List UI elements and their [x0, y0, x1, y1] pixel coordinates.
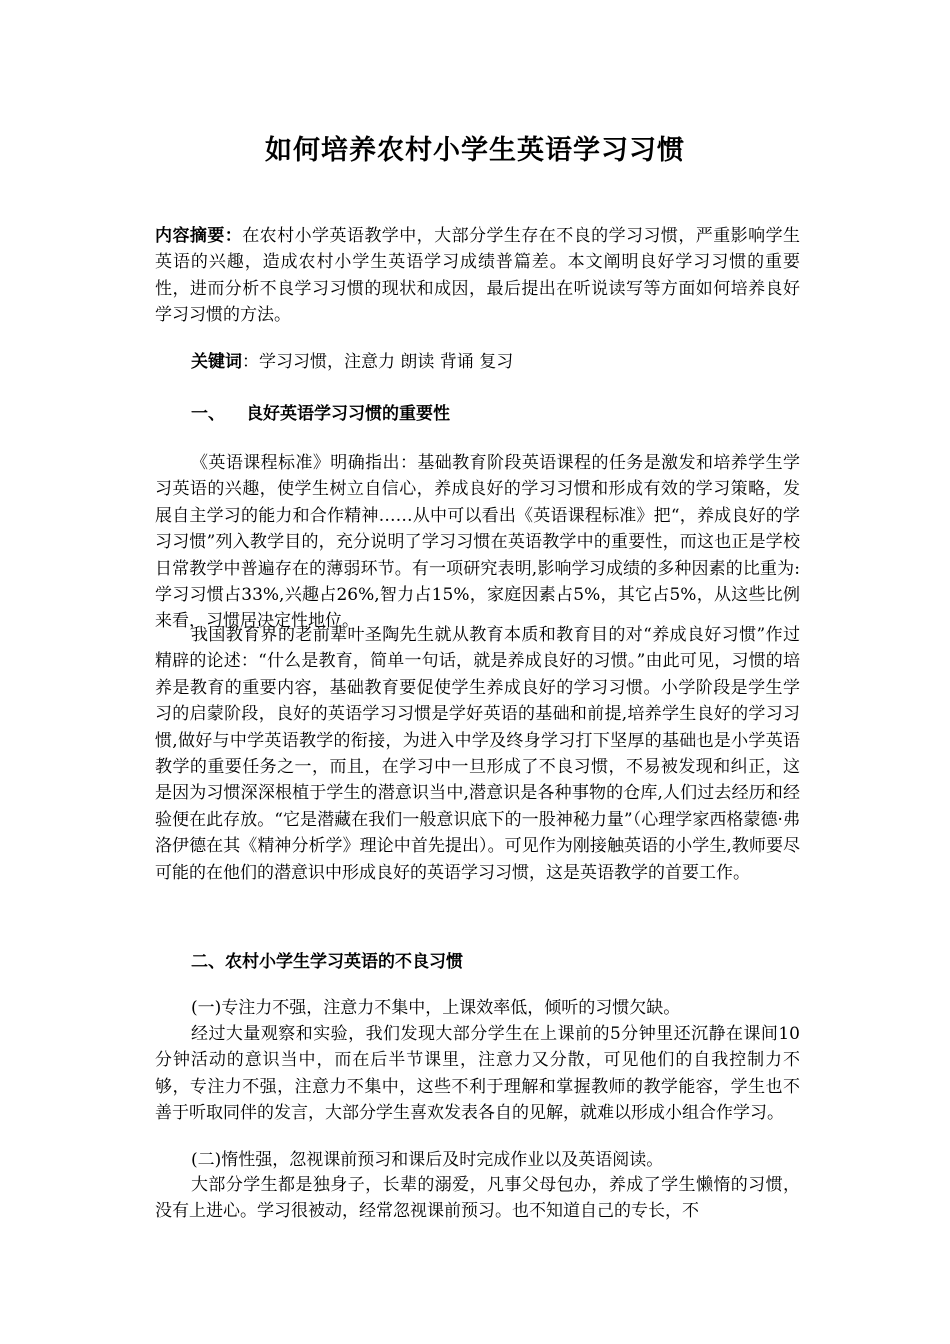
section1-number: 一、 — [191, 404, 225, 424]
abstract-paragraph — [155, 223, 800, 329]
section2-paragraph-3: (二)惰性强，忽视课前预习和课后及时完成作业以及英语阅读。 — [191, 1150, 664, 1170]
abstract-label: 内容摘要： — [155, 226, 243, 246]
keywords-text: ：学习习惯，注意力 朗读 背诵 复习 — [242, 352, 514, 372]
section1-heading — [191, 401, 450, 427]
section1-paragraph-1: 《英语课程标准》明确指出：基础教育阶段英语课程的任务是激发和培养学生学习英语的兴趣，使学生树立自信心，养成良好的学习习惯和形成有效的学习策略，发展自主学习的能力和合作精神……从中可以看出《英语课程标准》把“，养成良好的学习习惯”列入教学目的，充分说明了学习习惯在英语教学中的重要性，而这也正是学校日常教学中普遍存在的薄弱环节。有一项研究表明,影响学习成绩的多种因素的比重为:学习习惯占33%,兴趣占26%,智力占15%，家庭因素占5%，其它占5%，从这些比例来看，习惯居决定性地位。 — [155, 453, 800, 632]
keywords-line — [191, 349, 513, 375]
section2-paragraph-2: 经过大量观察和实验，我们发现大部分学生在上课前的5分钟里还沉静在课间10分钟活动的意识当中，而在后半节课里，注意力又分散，可见他们的自我控制力不够，专注力不强，注意力不集中，这些不利于理解和掌握教师的教学能容，学生也不善于听取同伴的发言，大部分学生喜欢发表各自的见解，就难以形成小组合作学习。 — [155, 1024, 800, 1124]
keywords-label: 关键词 — [191, 352, 242, 372]
section2-heading: 二、农村小学生学习英语的不良习惯 — [191, 952, 463, 972]
abstract-text: 在农村小学英语教学中，大部分学生存在不良的学习习惯，严重影响学生英语的兴趣，造成农村小学生英语学习成绩普篇差。本文阐明良好学习习惯的重要性，进而分析不良学习习惯的现状和成因，最后提出在听说读写等方面如何培养良好学习习惯的方法。 — [155, 226, 801, 326]
section1-title: 良好英语学习习惯的重要性 — [246, 404, 450, 424]
section2-paragraph-4: 大部分学生都是独身子，长辈的溺爱，凡事父母包办，养成了学生懒惰的习惯，没有上进心。学习很被动，经常忽视课前预习。也不知道自己的专长，不 — [155, 1175, 800, 1222]
section2-paragraph-1: (一)专注力不强，注意力不集中，上课效率低，倾听的习惯欠缺。 — [191, 998, 681, 1018]
section1-paragraph-2: 我国教育界的老前辈叶圣陶先生就从教育本质和教育目的对“养成良好习惯”作过精辟的论述：“什么是教育，简单一句话，就是养成良好的习惯。”由此可见，习惯的培养是教育的重要内容，基础教育要促使学生养成良好的学习习惯。小学阶段是学生学习的启蒙阶段，良好的英语学习习惯是学好英语的基础和前提,培养学生良好的学习习惯,做好与中学英语教学的衔接，为进入中学及终身学习打下坚厚的基础也是小学英语教学的重要任务之一，而且，在学习中一旦形成了不良习惯，不易被发现和纠正，这是因为习惯深深根植于学生的潜意识当中,潜意识是各种事物的仓库,人们过去经历和经验便在此存放。“它是潜藏在我们一般意识底下的一股神秘力量”（心理学家西格蒙德·弗洛伊德在其《精神分析学》理论中首先提出）。可见作为刚接触英语的小学生,教师要尽可能的在他们的潜意识中形成良好的英语学习习惯，这是英语教学的首要工作。 — [155, 625, 800, 883]
document-title: 如何培养农村小学生英语学习习惯 — [265, 135, 685, 166]
